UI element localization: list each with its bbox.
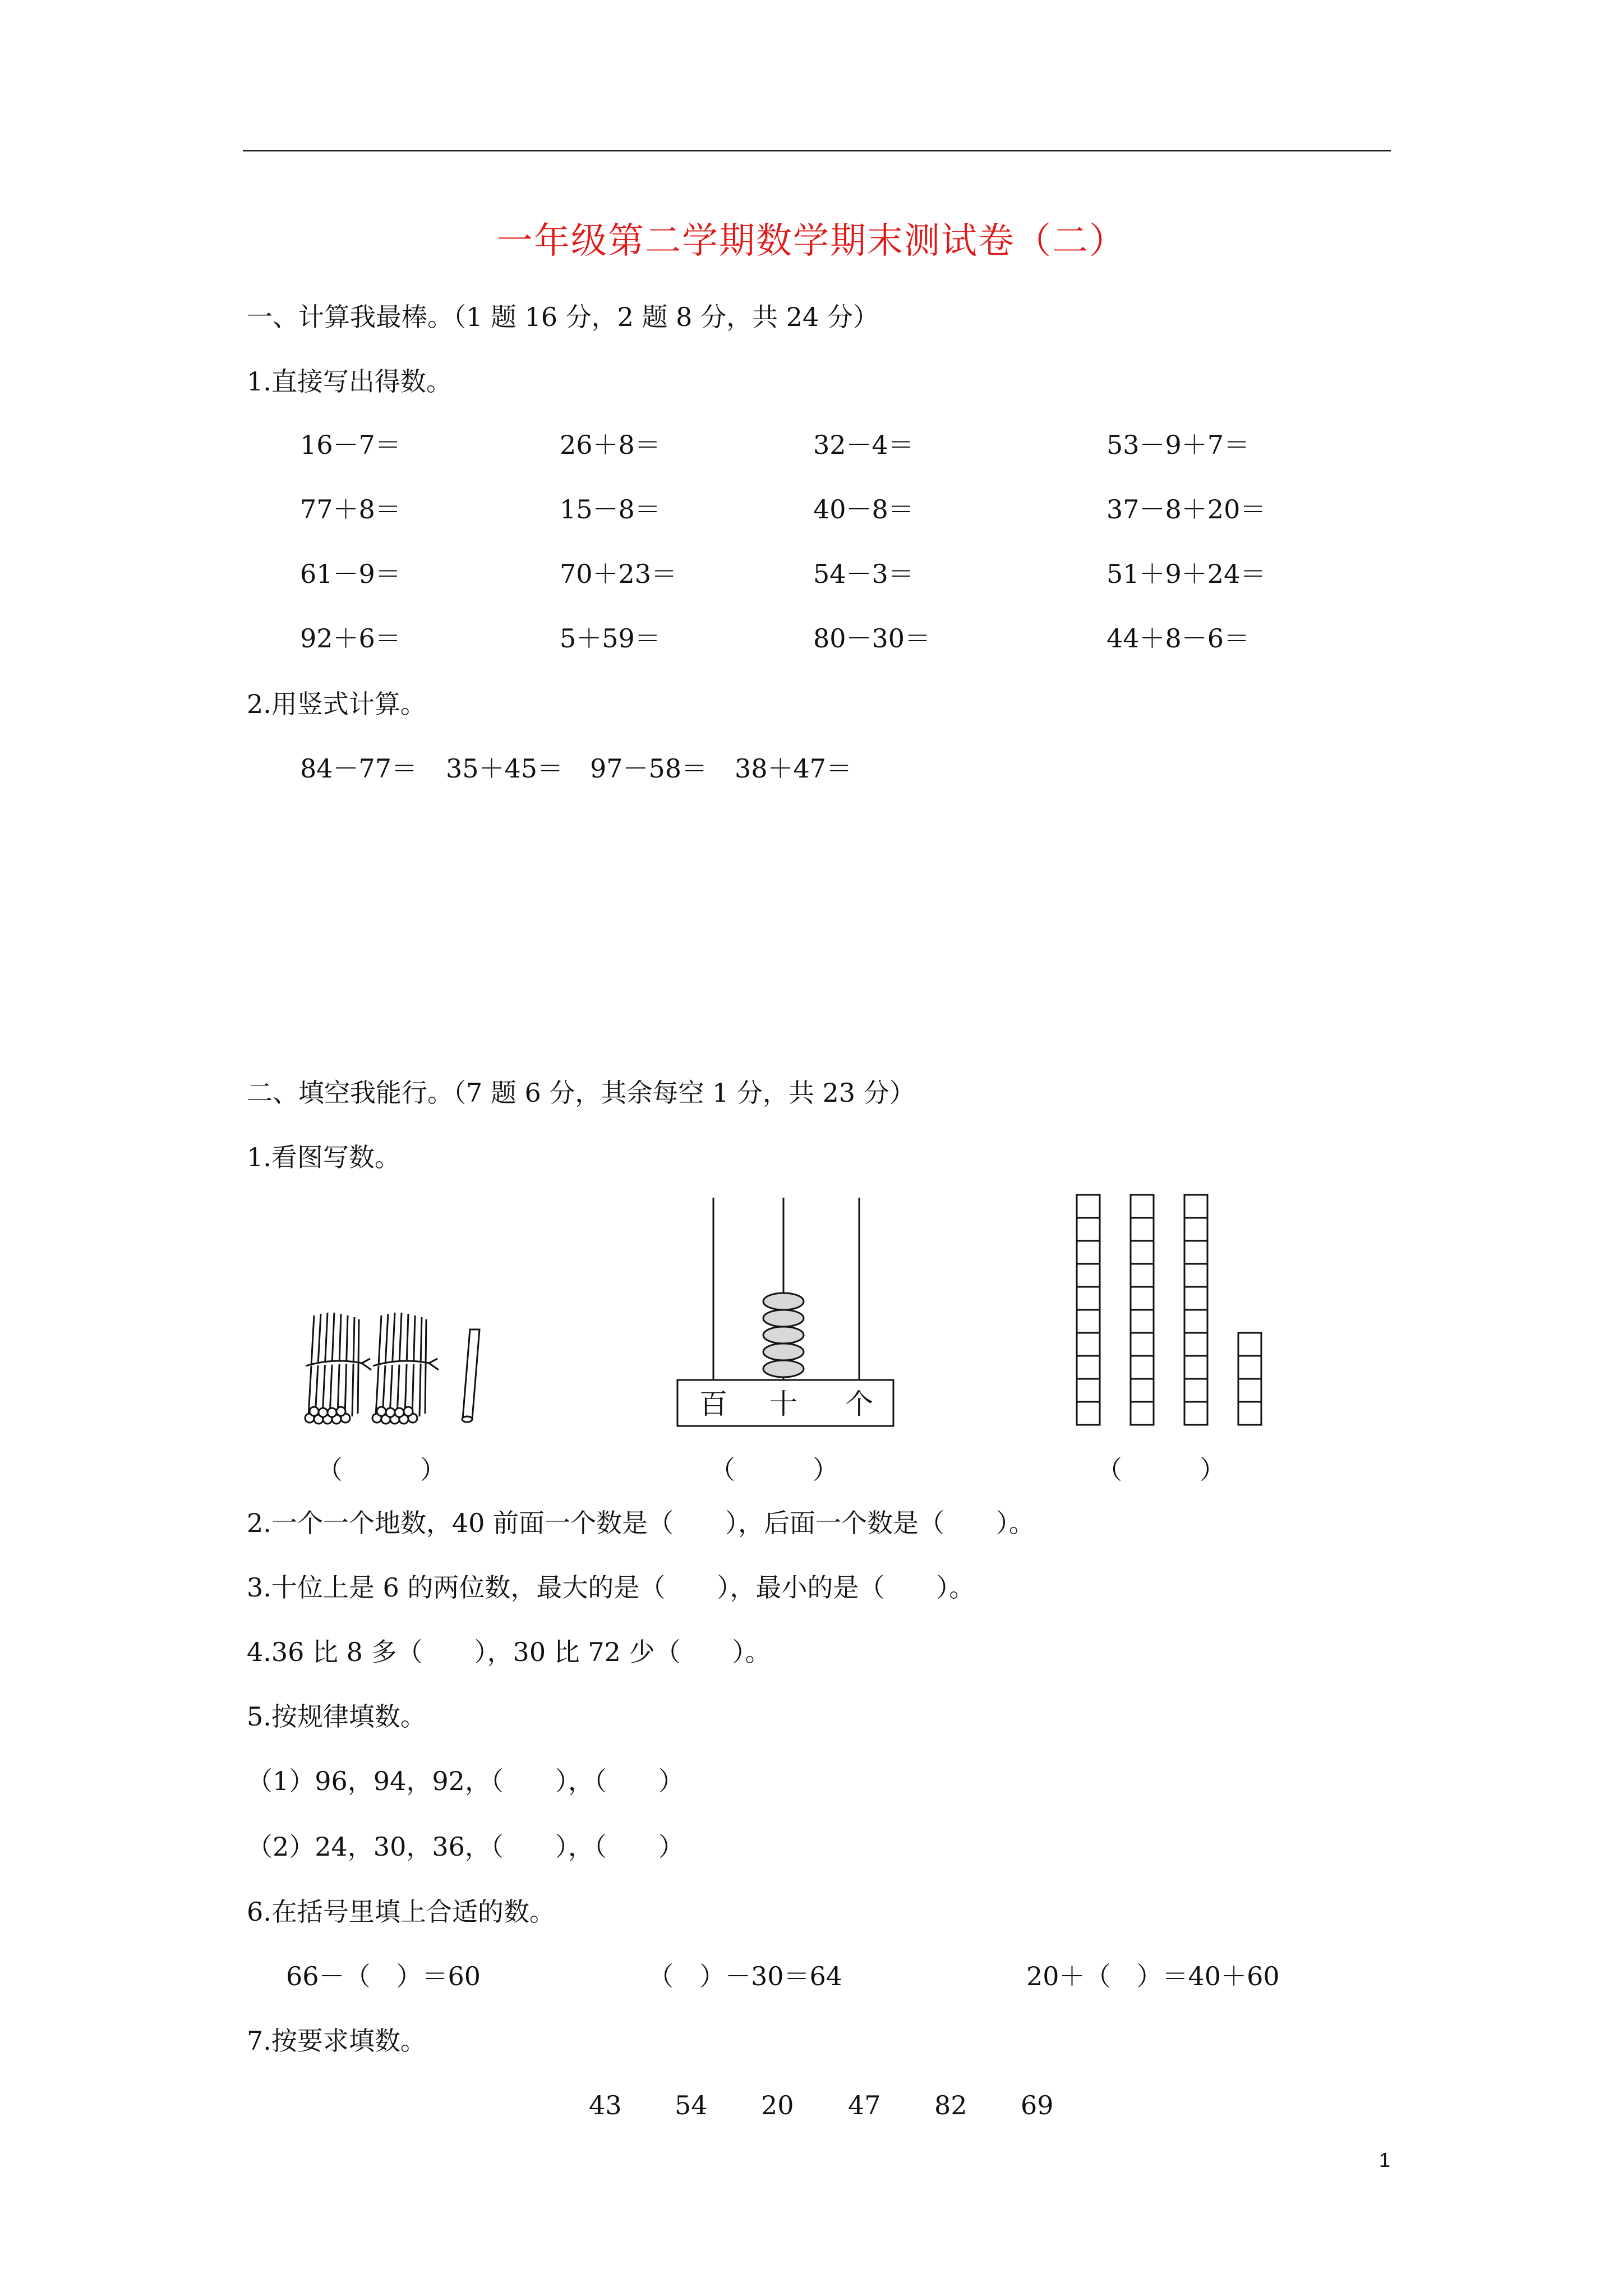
cube [1238, 1402, 1261, 1425]
calc-item: 44＋8－6＝ [1106, 623, 1250, 654]
cube [1077, 1241, 1100, 1264]
cube [1131, 1356, 1154, 1379]
answer-paren-sticks[interactable]: （ ） [317, 1455, 446, 1485]
cube [1238, 1379, 1261, 1402]
calc-item: 92＋6＝ [300, 623, 401, 654]
abacus-bead [763, 1310, 804, 1327]
cube [1131, 1310, 1154, 1333]
cube [1184, 1310, 1207, 1333]
vertical-calc-item: 38＋47＝ [735, 753, 852, 784]
vertical-calc-item: 35＋45＝ [446, 753, 564, 784]
stick-bundle [305, 1313, 371, 1424]
number-item: 20 [761, 2090, 794, 2120]
cube [1131, 1218, 1154, 1241]
cube [1238, 1333, 1261, 1356]
stick-bundles-figure [292, 1307, 505, 1436]
s2-q3: 3.十位上是 6 的两位数，最大的是（ ），最小的是（ ）。 [247, 1572, 975, 1603]
s2-q2: 2.一个一个地数，40 前面一个数是（ ），后面一个数是（ ）。 [247, 1508, 1035, 1538]
cube [1131, 1264, 1154, 1287]
calc-item: 70＋23＝ [560, 559, 677, 589]
answer-paren-abacus[interactable]: （ ） [709, 1455, 838, 1485]
calc-item: 77＋8＝ [300, 494, 401, 524]
single-stick [462, 1329, 479, 1422]
s2-q6-item: 66－（ ）＝60 [286, 1961, 481, 1991]
cube [1238, 1356, 1261, 1379]
calc-item: 26＋8＝ [560, 430, 661, 460]
cube [1184, 1218, 1207, 1241]
calc-item: 54－3＝ [813, 559, 914, 589]
vertical-calc-item: 84－77＝ [300, 753, 418, 784]
abacus-bead [763, 1293, 804, 1310]
s2-q5-item: （2）24，30，36，（ ），（ ） [247, 1832, 684, 1862]
abacus-label-ones: 个 [845, 1388, 873, 1420]
cube [1131, 1287, 1154, 1310]
calc-item: 51＋9＋24＝ [1106, 559, 1266, 589]
section1-heading: 一、计算我最棒。（1 题 16 分，2 题 8 分，共 24 分） [247, 302, 879, 332]
page-number: 1 [1378, 2148, 1390, 2171]
cube [1077, 1264, 1100, 1287]
cube [1184, 1379, 1207, 1402]
s2-q4: 4.36 比 8 多（ ），30 比 72 少（ ）。 [247, 1637, 771, 1667]
cube [1131, 1195, 1154, 1218]
calc-item: 16－7＝ [300, 430, 401, 460]
cube [1131, 1379, 1154, 1402]
cube [1077, 1310, 1100, 1333]
page-title: 一年级第二学期数学期末测试卷（二） [497, 220, 1126, 262]
cube [1077, 1218, 1100, 1241]
stick-bundle [372, 1313, 439, 1424]
answer-paren-cubes[interactable]: （ ） [1096, 1455, 1225, 1485]
calc-item: 53－9＋7＝ [1106, 430, 1250, 460]
s1-q1-label: 1.直接写出得数。 [247, 366, 452, 397]
s2-q5-item: （1）96，94，92，（ ），（ ） [247, 1766, 684, 1796]
abacus-bead [763, 1343, 804, 1360]
calc-item: 32－4＝ [813, 430, 914, 460]
cube [1184, 1195, 1207, 1218]
calc-item: 40－8＝ [813, 494, 914, 524]
abacus-bead [763, 1360, 804, 1377]
cube [1131, 1333, 1154, 1356]
header-rule [243, 150, 1391, 151]
cube [1077, 1402, 1100, 1425]
cube [1184, 1402, 1207, 1425]
cube [1077, 1379, 1100, 1402]
ten-cube-column [1077, 1195, 1100, 1425]
calc-item: 80－30＝ [813, 623, 931, 654]
s2-q6-item: （ ）－30＝64 [648, 1961, 843, 1991]
cube [1077, 1356, 1100, 1379]
cube [1184, 1356, 1207, 1379]
cube [1184, 1287, 1207, 1310]
cube [1077, 1287, 1100, 1310]
calc-item: 15－8＝ [560, 494, 661, 524]
abacus-bead [763, 1327, 804, 1343]
cube [1131, 1241, 1154, 1264]
unit-cube-stack [1238, 1333, 1261, 1425]
abacus-label-tens: 十 [769, 1388, 797, 1420]
cube-columns-figure [1074, 1186, 1276, 1433]
cube [1077, 1333, 1100, 1356]
number-item: 69 [1021, 2090, 1054, 2120]
ten-cube-column [1131, 1195, 1154, 1425]
number-item: 54 [675, 2090, 708, 2120]
cube [1077, 1195, 1100, 1218]
s2-q7-label: 7.按要求填数。 [247, 2026, 426, 2056]
number-item: 43 [589, 2090, 622, 2120]
s2-q6-item: 20＋（ ）＝40＋60 [1026, 1961, 1280, 1991]
ten-cube-column [1184, 1195, 1207, 1425]
number-item: 47 [848, 2090, 881, 2120]
vertical-calc-item: 97－58＝ [590, 753, 708, 784]
s2-q5-label: 5.按规律填数。 [247, 1701, 426, 1732]
s2-q1-label: 1.看图写数。 [247, 1142, 400, 1172]
cube [1184, 1333, 1207, 1356]
calc-item: 5＋59＝ [560, 623, 661, 654]
cube [1184, 1241, 1207, 1264]
section2-heading: 二、填空我能行。（7 题 6 分，其余每空 1 分，共 23 分） [247, 1078, 915, 1108]
s2-q6-label: 6.在括号里填上合适的数。 [247, 1897, 555, 1927]
number-item: 82 [934, 2090, 967, 2120]
calc-item: 61－9＝ [300, 559, 401, 589]
s1-q2-label: 2.用竖式计算。 [247, 689, 426, 719]
abacus-figure [676, 1198, 900, 1433]
abacus-label-hundreds: 百 [699, 1388, 727, 1420]
cube [1184, 1264, 1207, 1287]
calc-item: 37－8＋20＝ [1106, 494, 1266, 524]
abacus-beads [763, 1293, 804, 1377]
cube [1131, 1402, 1154, 1425]
